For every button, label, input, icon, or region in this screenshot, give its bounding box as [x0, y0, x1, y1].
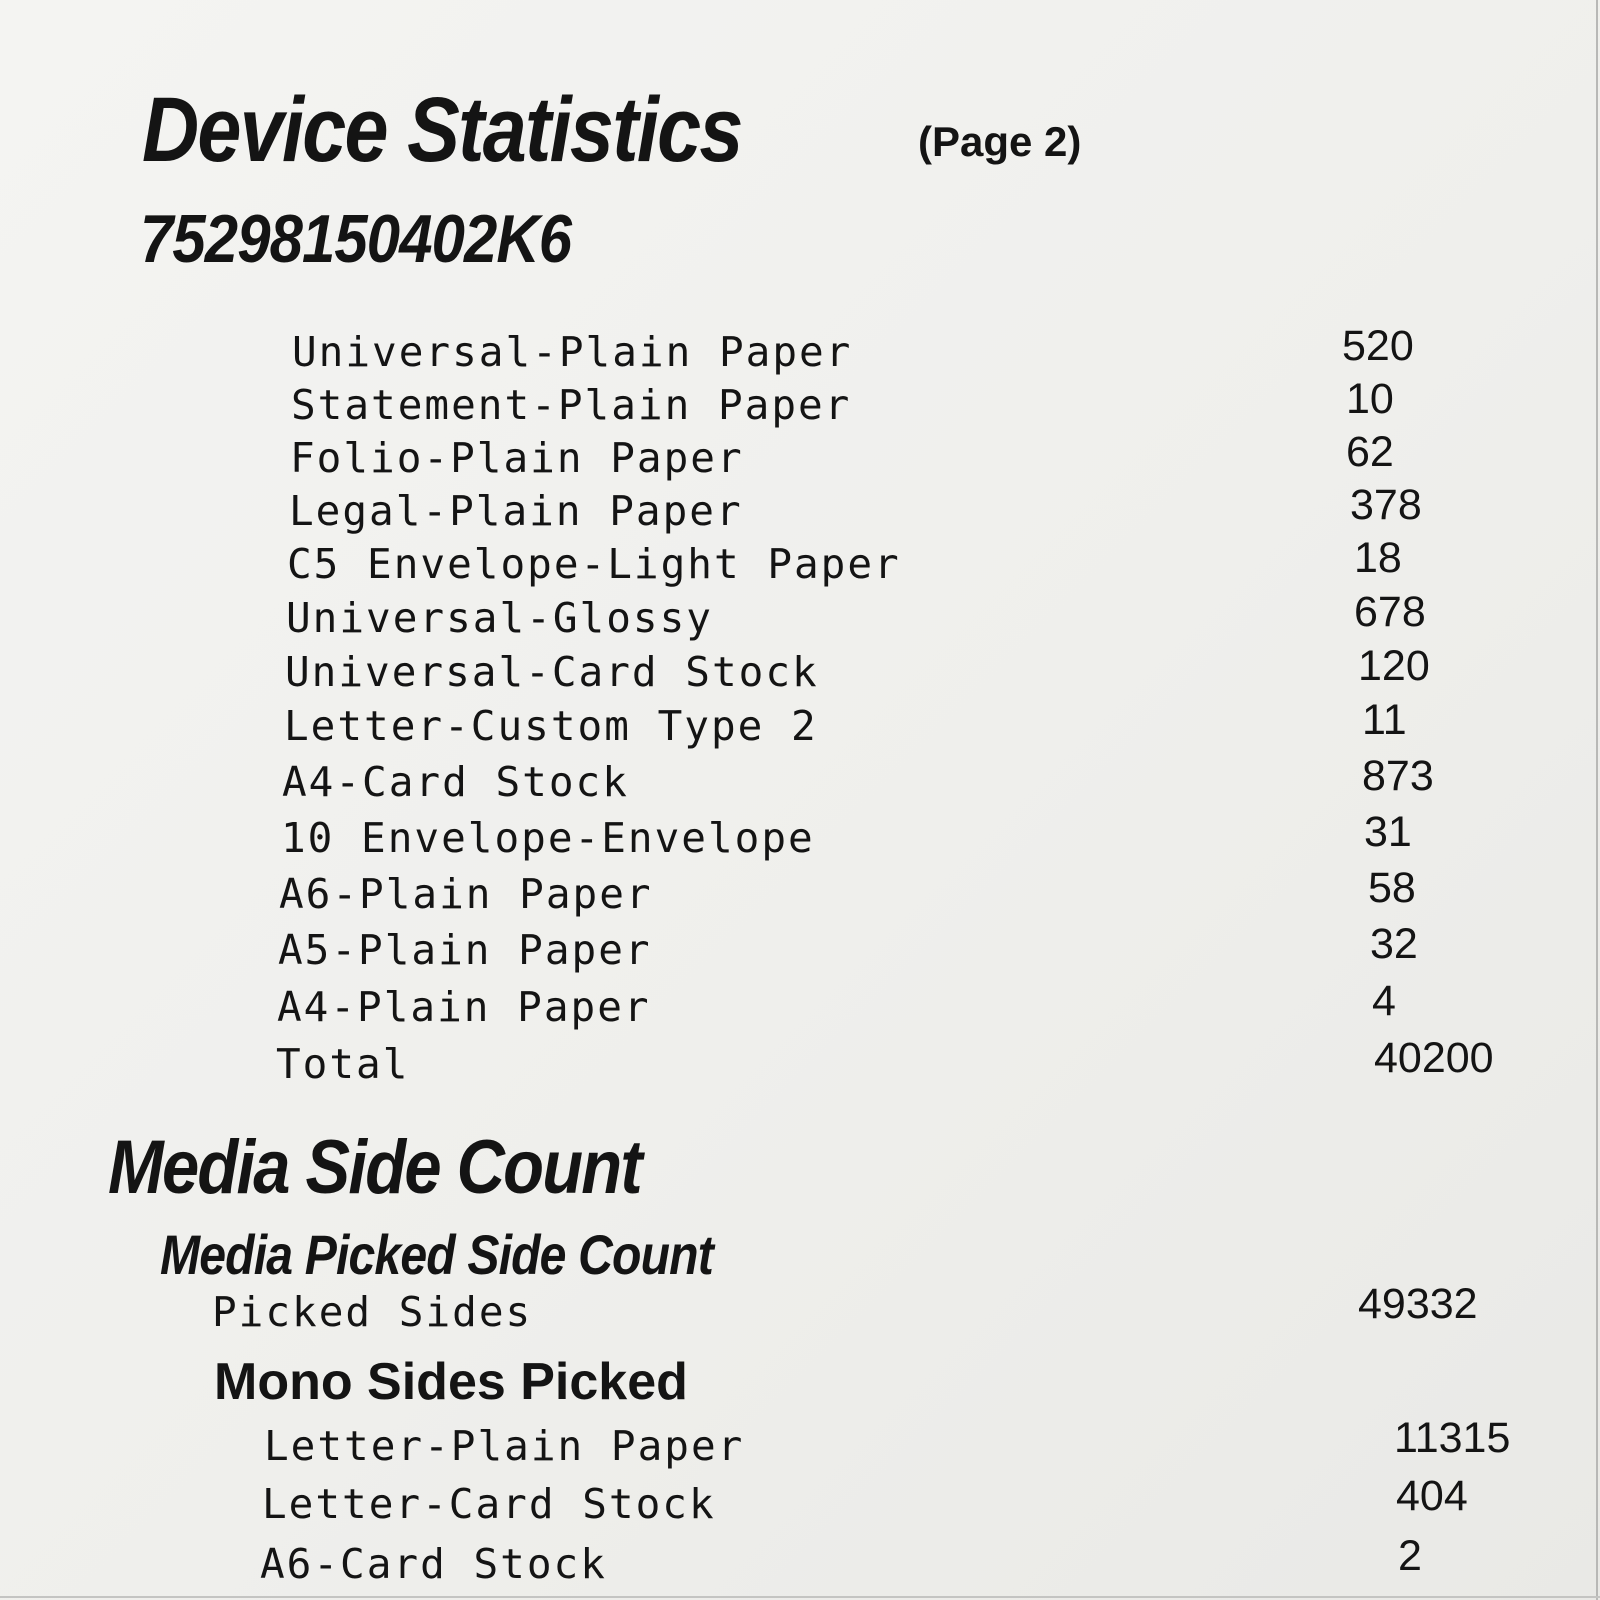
media-row-label: C5 Envelope-Light Paper	[287, 540, 901, 588]
media-row-value: 32	[1370, 920, 1418, 968]
media-row-value: 873	[1362, 752, 1434, 800]
media-row-label: Legal-Plain Paper	[289, 487, 743, 535]
media-row-value: 10	[1346, 375, 1394, 423]
picked-sides-label: Picked Sides	[212, 1288, 533, 1336]
media-row-label: 10 Envelope-Envelope	[281, 814, 815, 862]
media-row-label: A4-Card Stock	[282, 758, 629, 806]
mono-row-label: Letter-Card Stock	[262, 1480, 716, 1528]
media-row-value: 4	[1372, 977, 1396, 1025]
mono-sides-heading: Mono Sides Picked	[214, 1353, 688, 1411]
mono-row-value: 2	[1398, 1532, 1422, 1580]
bottom-border	[0, 1596, 1600, 1598]
mono-row-value: 11315	[1394, 1414, 1511, 1462]
media-row-label: Folio-Plain Paper	[290, 434, 744, 482]
mono-row-label: A6-Card Stock	[260, 1540, 607, 1588]
media-row-label: A5-Plain Paper	[278, 926, 652, 974]
media-row-value: 62	[1346, 428, 1394, 476]
media-row-value: 678	[1354, 588, 1426, 636]
device-serial: 75298150402K6	[140, 201, 572, 277]
media-row-value: 520	[1342, 322, 1414, 370]
media-row-value: 31	[1364, 808, 1412, 856]
media-row-label: Letter-Custom Type 2	[284, 702, 818, 750]
page-number: (Page 2)	[918, 118, 1082, 165]
mono-row-label: Letter-Plain Paper	[264, 1422, 745, 1470]
media-row-label: A6-Plain Paper	[279, 870, 653, 918]
media-row-label: Universal-Plain Paper	[292, 328, 853, 376]
page-title: Device Statistics	[142, 79, 742, 181]
media-row-value: 11	[1362, 696, 1407, 744]
media-row-value: 378	[1350, 481, 1422, 529]
media-row-value: 120	[1358, 642, 1430, 690]
media-row-value: 18	[1354, 534, 1402, 582]
media-row-value: 58	[1368, 864, 1416, 912]
media-row-label: Universal-Glossy	[286, 594, 713, 642]
media-total-value: 40200	[1374, 1034, 1494, 1082]
picked-sides-value: 49332	[1358, 1280, 1478, 1328]
section-heading: Media Side Count	[108, 1125, 641, 1210]
media-total-label: Total	[276, 1040, 410, 1088]
right-border	[1596, 0, 1598, 1600]
media-row-label: Statement-Plain Paper	[291, 381, 852, 429]
mono-row-value: 404	[1396, 1472, 1468, 1520]
media-row-label: Universal-Card Stock	[285, 648, 819, 696]
media-row-label: A4-Plain Paper	[277, 983, 651, 1031]
subsection-heading: Media Picked Side Count	[160, 1223, 713, 1286]
